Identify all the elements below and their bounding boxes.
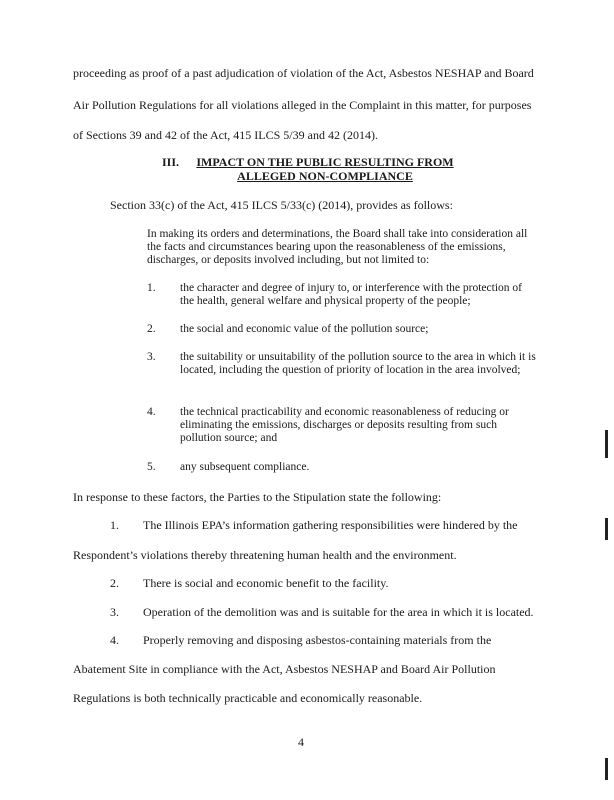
scan-mark [605,430,608,458]
factor-4-text: the technical practicability and economic reasonableness of reducing or eliminating the emissions, discharges or deposits resulting from such pollution source; and [180,406,509,444]
section-heading-line-1: IMPACT ON THE PUBLIC RESULTING FROM [196,155,454,169]
scan-mark [605,518,608,540]
intro-line-3: of Sections 39 and 42 of the Act, 415 ILCS 5/39 and 42 (2014). [73,128,378,142]
intro-line-2: Air Pollution Regulations for all violations alleged in the Complaint in this matter, for purposes [73,98,532,112]
response-3-text: Operation of the demolition was and is suitable for the area in which it is located. [143,605,534,619]
response-4-line-1: Properly removing and disposing asbestos-containing materials from the [143,633,492,647]
factor-5-number: 5. [147,461,156,473]
response-1-line-1: The Illinois EPA’s information gathering responsibilities were hindered by the [143,518,518,532]
response-intro: In response to these factors, the Parties to the Stipulation state the following: [73,490,442,504]
factor-2-number: 2. [147,323,156,335]
response-2-number: 2. [110,576,119,590]
factor-4-number: 4. [147,406,156,418]
factor-3-text: the suitability or unsuitability of the pollution source to the area in which it is located, including the question of priority of location in the area involved; [180,351,536,376]
response-4-line-2: Abatement Site in compliance with the Act, Asbestos NESHAP and Board Air Pollution [73,662,496,676]
response-1-number: 1. [110,518,119,532]
factor-2-text: the social and economic value of the pollution source; [180,323,429,335]
section-heading-line-2: ALLEGED NON-COMPLIANCE [237,169,413,183]
response-2-text: There is social and economic benefit to the facility. [143,576,389,590]
page-number: 4 [298,735,304,749]
response-3-number: 3. [110,605,119,619]
section-number: III. [162,155,180,169]
factor-5-text: any subsequent compliance. [180,461,310,473]
response-4-line-3: Regulations is both technically practicable and economically reasonable. [73,691,423,705]
scan-mark [605,758,608,780]
factor-3-number: 3. [147,351,156,363]
factor-1-text: the character and degree of injury to, or interference with the protection of the health, general welfare and physical property of the people; [180,282,522,307]
section-intro: Section 33(c) of the Act, 415 ILCS 5/33(c) (2014), provides as follows: [110,198,453,212]
intro-line-1: proceeding as proof of a past adjudication of violation of the Act, Asbestos NESHAP and Board [73,66,534,80]
response-1-line-2: Respondent’s violations thereby threatening human health and the environment. [73,548,457,562]
factor-1-number: 1. [147,282,156,294]
response-4-number: 4. [110,633,119,647]
statute-quote: In making its orders and determinations, the Board shall take into consideration all the facts and circumstances bearing upon the reasonableness of the emissions, discharges, or deposits involved including, but not limited to: [147,228,528,266]
